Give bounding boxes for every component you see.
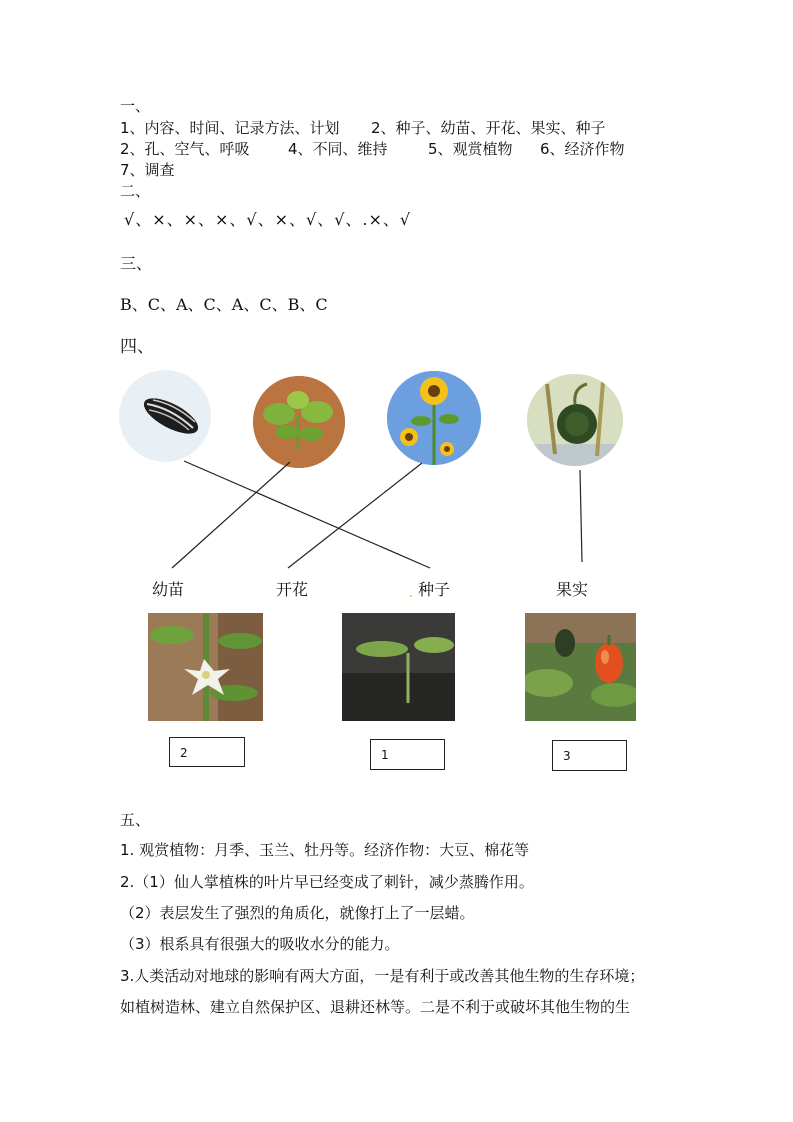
section3-answers: B、C、A、C、A、C、B、C — [120, 295, 328, 314]
label-fruit: 果实 — [556, 580, 589, 599]
section1-answer-3: 2、孔、空气、呼吸 — [120, 140, 250, 158]
section1-heading: 一、 — [120, 97, 151, 115]
section5-heading: 五、 — [120, 811, 151, 829]
order-box-fruit[interactable]: 3 — [552, 740, 627, 771]
section4-heading: 四、 — [120, 337, 154, 357]
order-box-flower[interactable]: 2 — [169, 737, 245, 767]
section5-answer-2-2: （2）表层发生了强烈的角质化，就像打上了一层蜡。 — [120, 904, 475, 922]
section1-answer-1: 1、内容、时间、记录方法、计划 — [120, 119, 340, 137]
section2-heading: 二、 — [120, 182, 151, 200]
section3-heading: 三、 — [120, 254, 153, 273]
section1-answer-2: 2、种子、幼苗、开花、果实、种子 — [371, 119, 606, 137]
pepper-flower-photo — [148, 613, 263, 721]
pepper-seedling-photo — [342, 613, 455, 721]
match-line-fruit — [580, 470, 582, 562]
pepper-fruit-photo — [525, 613, 636, 721]
section5-answer-2-1: 2.（1）仙人掌植株的叶片早已经变成了刺针，减少蒸腾作用。 — [120, 873, 534, 891]
section1-answer-6: 6、经济作物 — [540, 140, 625, 158]
label-dot: . — [409, 586, 413, 600]
section5-answer-2-3: （3）根系具有很强大的吸收水分的能力。 — [120, 935, 400, 953]
order-box-seedling[interactable]: 1 — [370, 739, 445, 770]
label-seedling: 幼苗 — [152, 580, 185, 599]
section5-answer-1: 1. 观赏植物：月季、玉兰、牡丹等。经济作物：大豆、棉花等 — [120, 841, 530, 859]
match-line-seedling — [172, 462, 290, 568]
section1-answer-5: 5、观赏植物 — [428, 140, 513, 158]
section5-answer-3-2: 如植树造林、建立自然保护区、退耕还林等。二是不利于或破坏其他生物的生 — [120, 998, 631, 1016]
section1-answer-4: 4、不同、维持 — [288, 140, 388, 158]
match-line-seed — [184, 461, 430, 568]
label-flowering: 开花 — [276, 580, 309, 599]
section5-answer-3-1: 3.人类活动对地球的影响有两大方面，一是有利于或改善其他生物的生存环境； — [120, 967, 645, 985]
label-seed: 种子 — [418, 580, 451, 599]
section2-answers: √、×、×、×、√、×、√、√、.×、√ — [124, 210, 412, 229]
section1-answer-7: 7、调查 — [120, 161, 175, 179]
